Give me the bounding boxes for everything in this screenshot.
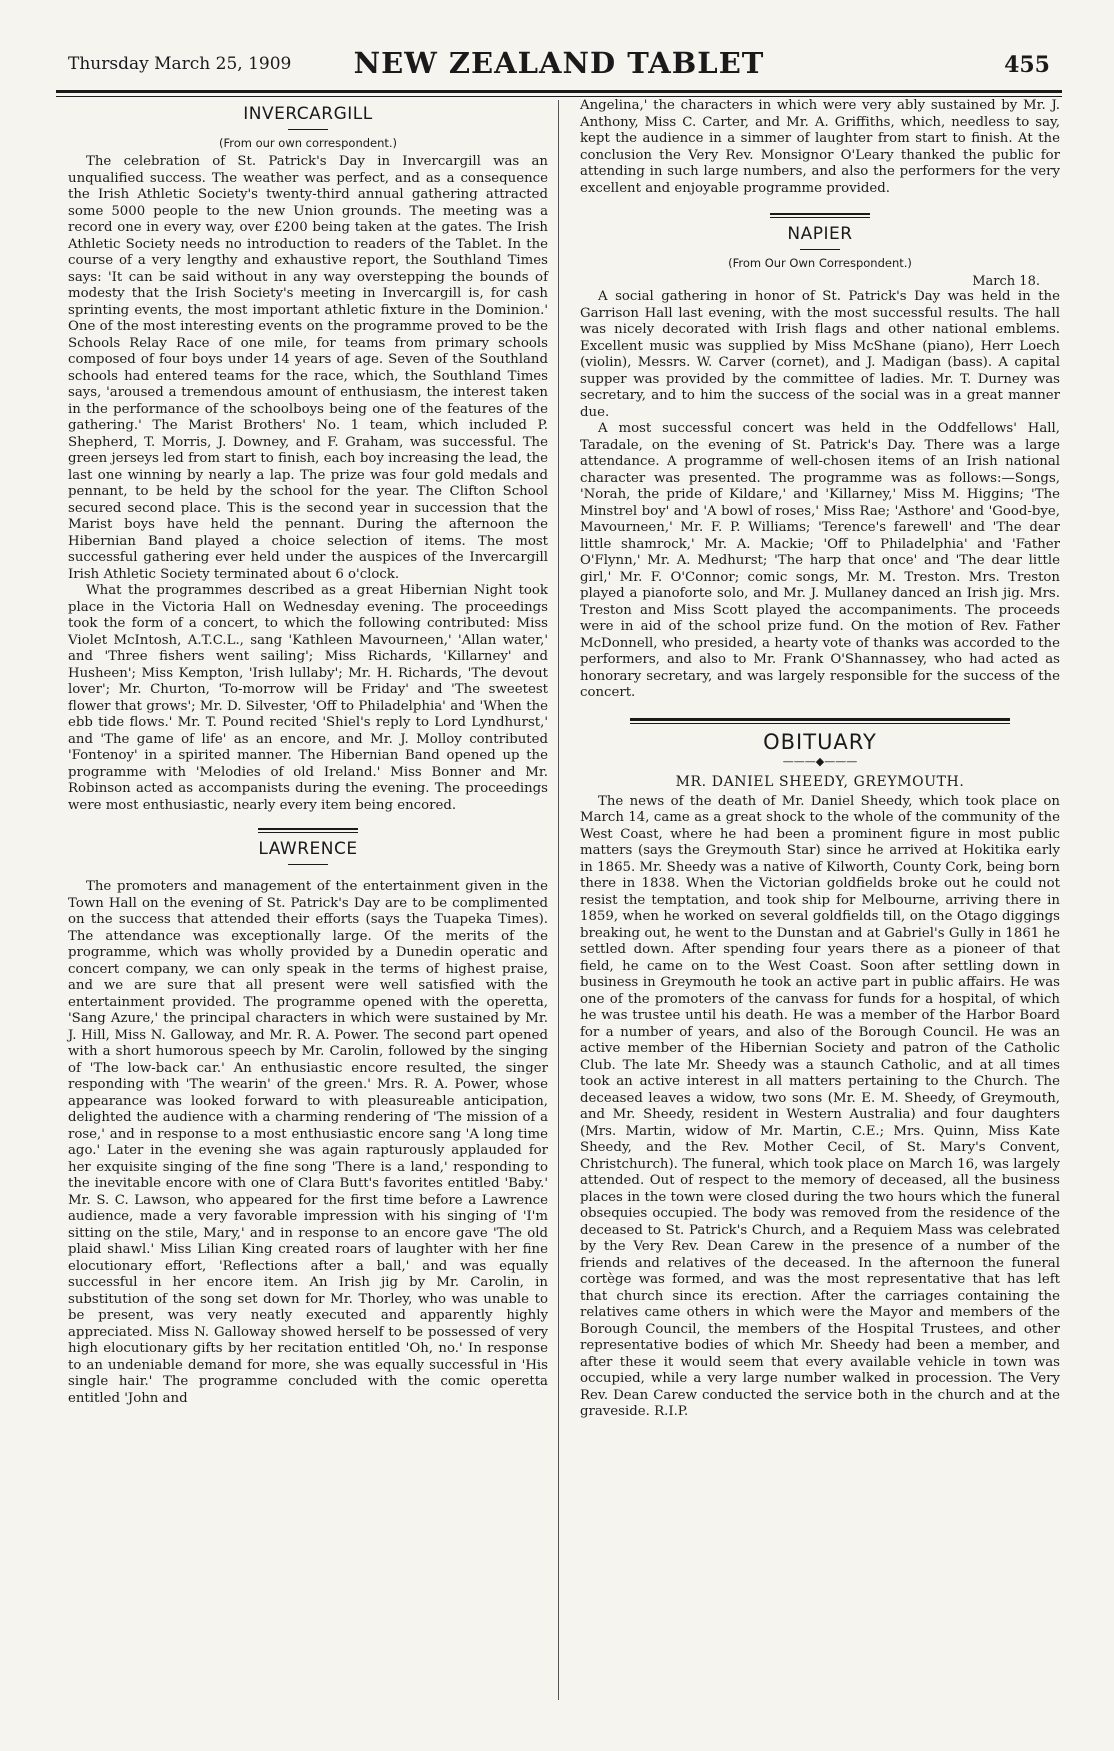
section-title: INVERCARGILL (243, 104, 373, 124)
section-separator (258, 828, 358, 830)
article-paragraph: A most successful concert was held in the Oddfellows' Hall, Taradale, on the evening of St. Patrick's Day. There was a large attendance. A programme of well-chosen items of an Irish national character was presented. The programme was as follows:—Songs, 'Norah, the pride of Kildare,' and 'Killarney,' Miss M. Higgins; 'The Minstrel boy' and 'A bowl of roses,' Miss Rae; 'Asthore' and 'Good-bye, Mavourneen,' Mr. F. P. Williams; 'Terence's farewell' and 'The dear little shamrock,' Mr. A. Mackie; 'Off to Philadelphia' and 'Father O'Flynn,' Mr. A. Medhurst; 'The harp that once' and 'The dear little girl,' Mr. F. O'Connor; comic songs, Mr. M. Treston. Mrs. Treston played a pianoforte solo, and Mr. J. Mullaney danced an Irish jig. Mrs. Treston and Miss Scott played the accompaniments. The proceeds were in aid of the school prize fund. On the motion of Rev. Father McDonnell, who presided, a hearty vote of thanks was accorded to the performers, and also to Mr. Frank O'Shannassey, who had acted as honorary secretary, and was largely responsible for the success of the concert. (580, 421, 1060, 700)
invercargill-article (68, 104, 548, 814)
section-separator-thin (770, 217, 870, 218)
article-paragraph: The promoters and management of the entertainment given in the Town Hall on the evening of St. Patrick's Day are to be complimented on the success that attended their efforts (says the Tuapeka Times). The attendance was exceptionally large. Of the merits of the programme, which was wholly provided by a Dunedin operatic and concert company, we can only speak in the terms of highest praise, and we are sure that all present were well satisfied with the entertainment provided. The programme opened with the operetta, 'Sang Azure,' the principal characters in which were sustained by Mr. J. Hill, Miss N. Galloway, and Mr. R. A. Power. The second part opened with a short humorous speech by Mr. Carolin, followed by the singing of 'The low-back car.' An enthusiastic encore resulted, the singer responding with 'The wearin' of the green.' Mrs. R. A. Power, whose appearance was looked forward to with pleasureable anticipation, delighted the audience with a charming rendering of 'The mission of a rose,' and in response to a most enthusiastic encore sang 'A long time ago.' Later in the evening she was again rapturously applauded for her exquisite singing of the fine song 'There is a land,' responding to the inevitable encore with one of Clara Butt's favorites entitled 'Baby.' Mr. S. C. Lawson, who appeared for the first time before a Lawrence audience, made a very favorable impression with his singing of 'I'm sitting on the stile, Mary,' and in response to an encore gave 'The old plaid shawl.' Miss Lilian King created roars of laughter with her fine elocutionary effort, 'Reflections after a ball,' and was equally successful in her encore item. An Irish jig by Mr. Carolin, in substitution of the song set down for Mr. Thorley, who was unable to be present, was very neatly executed and apparently highly appreciated. Miss N. Galloway showed herself to be possessed of very high elocutionary gifts by her recitation entitled 'Oh, no.' In response to an undeniable demand for more, she was equally successful in 'His single hair.' The programme concluded with the comic operetta entitled 'John and (68, 879, 548, 1406)
left-column (68, 98, 548, 1407)
continued-paragraph: Angelina,' the characters in which were very ably sustained by Mr. J. Anthony, Miss C. Carter, and Mr. A. Griffiths, which, needless to say, kept the audience in a simmer of laughter from start to finish. At the conclusion the Very Rev. Monsignor O'Leary thanked the public for attending in such large numbers, and also the performers for the very excellent and enjoyable programme provided. (580, 98, 1060, 196)
article-paragraph: A social gathering in honor of St. Patrick's Day was held in the Garrison Hall last evening, with the most successful results. The hall was nicely decorated with Irish flags and other national emblems. Excellent music was supplied by Miss McShane (piano), Herr Loech (violin), Messrs. W. Carver (cornet), and J. Madigan (bass). A capital supper was provided by the committee of ladies. Mr. T. Durney was secretary, and to him the success of the social was in a great manner due. (580, 289, 1060, 420)
header-rule (56, 90, 1062, 93)
diamond-ornament: ———◆——— (782, 754, 858, 768)
page-number: 455 (1004, 52, 1050, 78)
page-header (56, 40, 1062, 84)
dateline: March 18. (972, 274, 1040, 289)
correspondent-line: (From Our Own Correspondent.) (728, 256, 912, 270)
section-separator-thin (258, 832, 358, 833)
title-dash (288, 129, 328, 130)
issue-date: Thursday March 25, 1909 (68, 54, 292, 74)
section-separator (770, 213, 870, 215)
title-dash (288, 864, 328, 865)
napier-article (580, 224, 1060, 702)
column-divider (558, 100, 559, 1700)
article-paragraph: The celebration of St. Patrick's Day in Invercargill was an unqualified success. The weather was perfect, and as a consequence the Irish Athletic Society's twenty-third annual gathering attracted some 5000 people to the new Union grounds. The meeting was a record one in every way, over £200 being taken at the gates. The Irish Athletic Society needs no introduction to readers of the Tablet. In the course of a very lengthy and exhaustive report, the Southland Times says: 'It can be said without in any way overstepping the bounds of modesty that the Irish Society's meeting in Invercargill is, for cash sprinting events, the most important athletic fixture in the Dominion.' One of the most interesting events on the programme proved to be the Schools Relay Race of one mile, for teams from primary schools composed of four boys under 14 years of age. Seven of the Southland schools had entered teams for the race, which, the Southland Times says, 'aroused a tremendous amount of enthusiasm, the interest taken in the performance of the schoolboys being one of the features of the gathering.' The Marist Brothers' No. 1 team, which included P. Shepherd, T. Morris, J. Downey, and F. Graham, was successful. The green jerseys led from start to finish, each boy increasing the lead, the last one winning by nearly a lap. The prize was four gold medals and pennant, to be held by the school for the year. The Clifton School secured second place. This is the second year in succession that the Marist boys have held the pennant. During the afternoon the Hibernian Band played a choice selection of items. The most successful gathering ever held under the auspices of the Invercargill Irish Athletic Society terminated about 6 o'clock. (68, 154, 548, 582)
obituary-title: OBITUARY (763, 729, 877, 754)
publication-title: NEW ZEALAND TABLET (353, 46, 765, 80)
title-dash (800, 249, 840, 250)
obituary-subtitle: MR. DANIEL SHEEDY, GREYMOUTH. (675, 773, 965, 790)
header-rule-thin (56, 96, 1062, 97)
article-paragraph: What the programmes described as a great Hibernian Night took place in the Victoria Hall on Wednesday evening. The proceedings took the form of a concert, to which the following contributed: Miss Violet McIntosh, A.T.C.L., sang 'Kathleen Mavourneen,' 'Allan water,' and 'Three fishers went sailing'; Miss Richards, 'Killarney' and Husheen'; Miss Kempton, 'Irish lullaby'; Mr. H. Richards, 'The devout lover'; Mr. Churton, 'To-morrow will be Friday' and 'The sweetest flower that grows'; Mr. D. Silvester, 'Off to Philadelphia' and 'When the ebb tide flows.' Mr. T. Pound recited 'Shiel's reply to Lord Lyndhurst,' and 'The game of life' as an encore, and Mr. J. Molloy contributed 'Fontenoy' in a spirited manner. The Hibernian Band opened up the programme with 'Melodies of old Ireland.' Miss Bonner and Mr. Robinson acted as accompanists during the evening. The proceedings were most enthusiastic, nearly every item being encored. (68, 583, 548, 813)
section-title: LAWRENCE (258, 839, 358, 859)
obituary-rule-thin (630, 723, 1010, 724)
correspondent-line: (From our own correspondent.) (218, 136, 398, 150)
obituary-section (580, 730, 1060, 1421)
lawrence-article (68, 839, 548, 1407)
section-title: NAPIER (787, 224, 853, 244)
obituary-rule (630, 718, 1010, 721)
article-paragraph: The news of the death of Mr. Daniel Sheedy, which took place on March 14, came as a great shock to the whole of the community of the West Coast, where he had been a prominent figure in most public matters (says the Greymouth Star) since he arrived at Hokitika early in 1865. Mr. Sheedy was a native of Kilworth, County Cork, being born there in 1838. When the Victorian goldfields broke out he could not resist the temptation, and took ship for Melbourne, arriving there in 1859, when he worked on several goldfields till, on the Otago diggings breaking out, he went to the Dunstan and at Gabriel's Gully in 1861 he settled down. After spending four years there as a pioneer of that field, he came on to the West Coast. Soon after settling down in business in Greymouth he took an active part in public affairs. He was one of the promoters of the canvass for funds for a hospital, of which he was trustee until his death. He was a member of the Harbor Board for a number of years, and also of the Borough Council. He was an active member of the Hibernian Society and patron of the Catholic Club. The late Mr. Sheedy was a staunch Catholic, and at all times took an active interest in all matters pertaining to the Church. The deceased leaves a widow, two sons (Mr. E. M. Sheedy, of Greymouth, and Mr. Sheedy, resident in Western Australia) and four daughters (Mrs. Martin, widow of Mr. Martin, C.E.; Mrs. Quinn, Miss Kate Sheedy, and the Rev. Mother Cecil, of St. Mary's Convent, Christchurch). The funeral, which took place on March 16, was largely attended. Out of respect to the memory of deceased, all the business places in the town were closed during the two hours which the funeral obsequies occupied. The body was removed from the residence of the deceased to St. Patrick's Church, and a Requiem Mass was celebrated by the Very Rev. Dean Carew in the presence of a number of the friends and relatives of the deceased. In the afternoon the funeral cortège was formed, and was the most representative that has left that church since its erection. After the carriages containing the relatives came others in which were the Mayor and members of the Borough Council, the members of the Hospital Trustees, and other representative bodies of which Mr. Sheedy had been a member, and after these it would seem that every available vehicle in town was occupied, while a very large number walked in procession. The Very Rev. Dean Carew conducted the service both in the church and at the graveside. R.I.P. (580, 793, 1060, 1419)
right-column (580, 98, 1060, 1421)
